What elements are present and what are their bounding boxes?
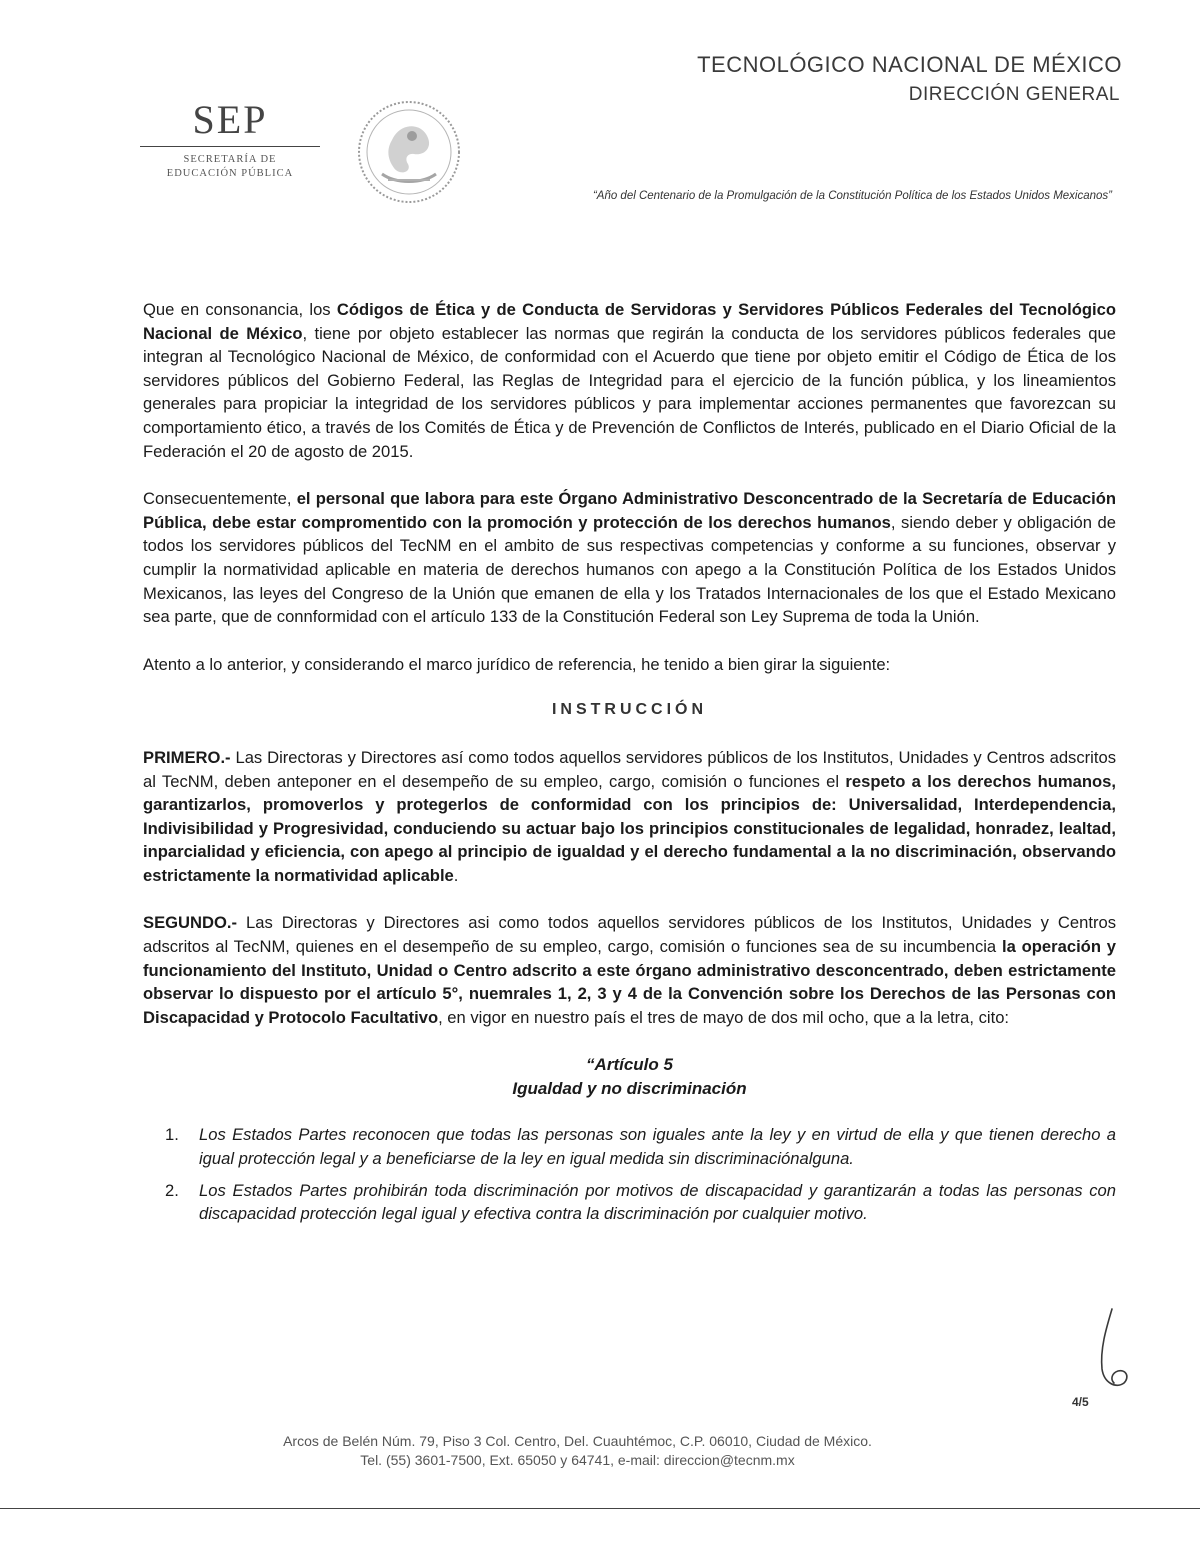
document-body	[143, 298, 1116, 1234]
handwritten-initial-mark	[1090, 1305, 1140, 1395]
footer-line-1: Arcos de Belén Núm. 79, Piso 3 Col. Centro, Del. Cuauhtémoc, C.P. 06010, Ciudad de México.	[283, 1433, 872, 1449]
commitment-statement: el personal que labora para este Órgano Administrativo Desconcentrado de la Secretaría de Educación Pública, debe estar compromentido con la promoción y protección de los derechos humanos	[143, 489, 1116, 532]
institution-title: TECNOLÓGICO NACIONAL DE MÉXICO	[697, 52, 1122, 77]
article-subtitle: Igualdad y no discriminación	[512, 1079, 747, 1099]
mexico-coat-of-arms-seal-icon	[352, 92, 467, 212]
sep-logo-text: SEP	[192, 97, 268, 142]
footer-divider	[0, 1508, 1200, 1509]
codes-reference: Códigos de Ética y de Conducta de Servidoras y Servidores Públicos Federales del Tecnológico Nacional de México	[143, 300, 1116, 343]
sep-logo	[140, 97, 320, 181]
footer-address	[0, 1432, 1155, 1470]
article-items	[143, 1123, 1116, 1225]
list-item: 1. Los Estados Partes reconocen que todas las personas son iguales ante la ley y en virtud de ella y que tienen derecho a igual protección legal y a beneficiarse de la ley en igual medida sin discriminaciónalguna.	[165, 1125, 1116, 1169]
year-motto: “Año del Centenario de la Promulgación de la Constitución Política de los Estados Unidos Mexicanos”	[592, 190, 1112, 202]
segundo-label: SEGUNDO.-	[143, 913, 238, 933]
sep-logo-sub-1: SECRETARÍA DE	[183, 154, 277, 165]
article-title: “Artículo 5	[586, 1055, 673, 1075]
footer-line-2: Tel. (55) 3601-7500, Ext. 65050 y 64741, e-mail: direccion@tecnm.mx	[360, 1452, 795, 1468]
sep-logo-sub-2: EDUCACIÓN PÚBLICA	[166, 168, 294, 179]
paragraph-2: Consecuentemente, el personal que labora para este Órgano Administrativo Desconcentrado de la Secretaría de Educación Pública, debe estar compromentido con la promoción y protección de los derechos humanos, siendo deber y obligación de todos los servidores públicos del TecNM en el ambito de sus respectivas competencias y conforme a su funciones, observar y cumplir la normatividad aplicable en materia de derechos humanos con apego a la Constitución Política de los Estados Unidos Mexicanos, las leyes del Congreso de la Unión que emanen de ella y los Tratados Internacionales de los que el Estado Mexicano sea parte, que de connformidad con el artículo 133 de la Constitución Federal son Ley Suprema de toda la Unión.	[143, 489, 1116, 627]
paragraph-1: Que en consonancia, los Códigos de Ética y de Conducta de Servidoras y Servidores Públicos Federales del Tecnológico Nacional de México, tiene por objeto establecer las normas que regirán la conducta de los servidores públicos federales que integran al Tecnológico Nacional de México, de conformidad con el Acuerdo que tiene por objeto emitir el Código de Ética de los servidores públicos del Gobierno Federal, las Reglas de Integridad para el ejercicio de la función pública, y los lineamientos generales para propiciar la integridad de los servidores públicos y para implementar acciones permanentes que favorezcan su comportamiento ético, a través de los Comités de Ética y de Prevención de Conflictos de Interés, publicado en el Diario Oficial de la Federación el 20 de agosto de 2015.	[143, 300, 1116, 461]
list-item: 2. Los Estados Partes prohibirán toda discriminación por motivos de discapacidad y garantizarán a todas las personas con discapacidad protección legal igual y efectiva contra la discriminación por cualquier motivo.	[165, 1180, 1116, 1224]
paragraph-3: Atento a lo anterior, y considerando el marco jurídico de referencia, he tenido a bien girar la siguiente:	[143, 654, 891, 674]
logo-divider	[140, 146, 320, 147]
instruction-heading: INSTRUCCIÓN	[551, 701, 708, 719]
primero-label: PRIMERO.-	[143, 747, 231, 767]
department-title: DIRECCIÓN GENERAL	[908, 84, 1120, 105]
paragraph-segundo: SEGUNDO.- Las Directoras y Directores asi como todos aquellos servidores públicos de los Institutos, Unidades y Centros adscritos al TecNM, quienes en el desempeño de su empleo, cargo, comisión o funciones sea de su incumbencia la operación y funcionamiento del Instituto, Unidad o Centro adscrito a este órgano administrativo desconcentrado, deben estrictamente observar lo dispuesto por el artículo 5°, nuemrales 1, 2, 3 y 4 de la Convención sobre los Derechos de las Personas con Discapacidad y Protocolo Facultativo, en vigor en nuestro país el tres de mayo de dos mil ocho, que a la letra, cito:	[143, 913, 1117, 1027]
paragraph-primero: PRIMERO.- Las Directoras y Directores así como todos aquellos servidores públicos de los Institutos, Unidades y Centros adscritos al TecNM, deben anteponer en el desempeño de su empleo, cargo, comisión o funciones el respeto a los derechos humanos, garantizarlos, promoverlos y protegerlos de conformidad con los principios de: Universalidad, Interdependencia, Indivisibilidad y Progresividad, conduciendo su actuar bajo los principios constitucionales de legalidad, honradez, lealtad, inparcialidad y eficiencia, con apego al principio de igualdad y el derecho fundamental a la no discriminación, observando estrictamente la normatividad aplicable.	[143, 747, 1116, 885]
page-number: 4/5	[1072, 1395, 1089, 1409]
article-heading	[143, 1053, 1116, 1101]
